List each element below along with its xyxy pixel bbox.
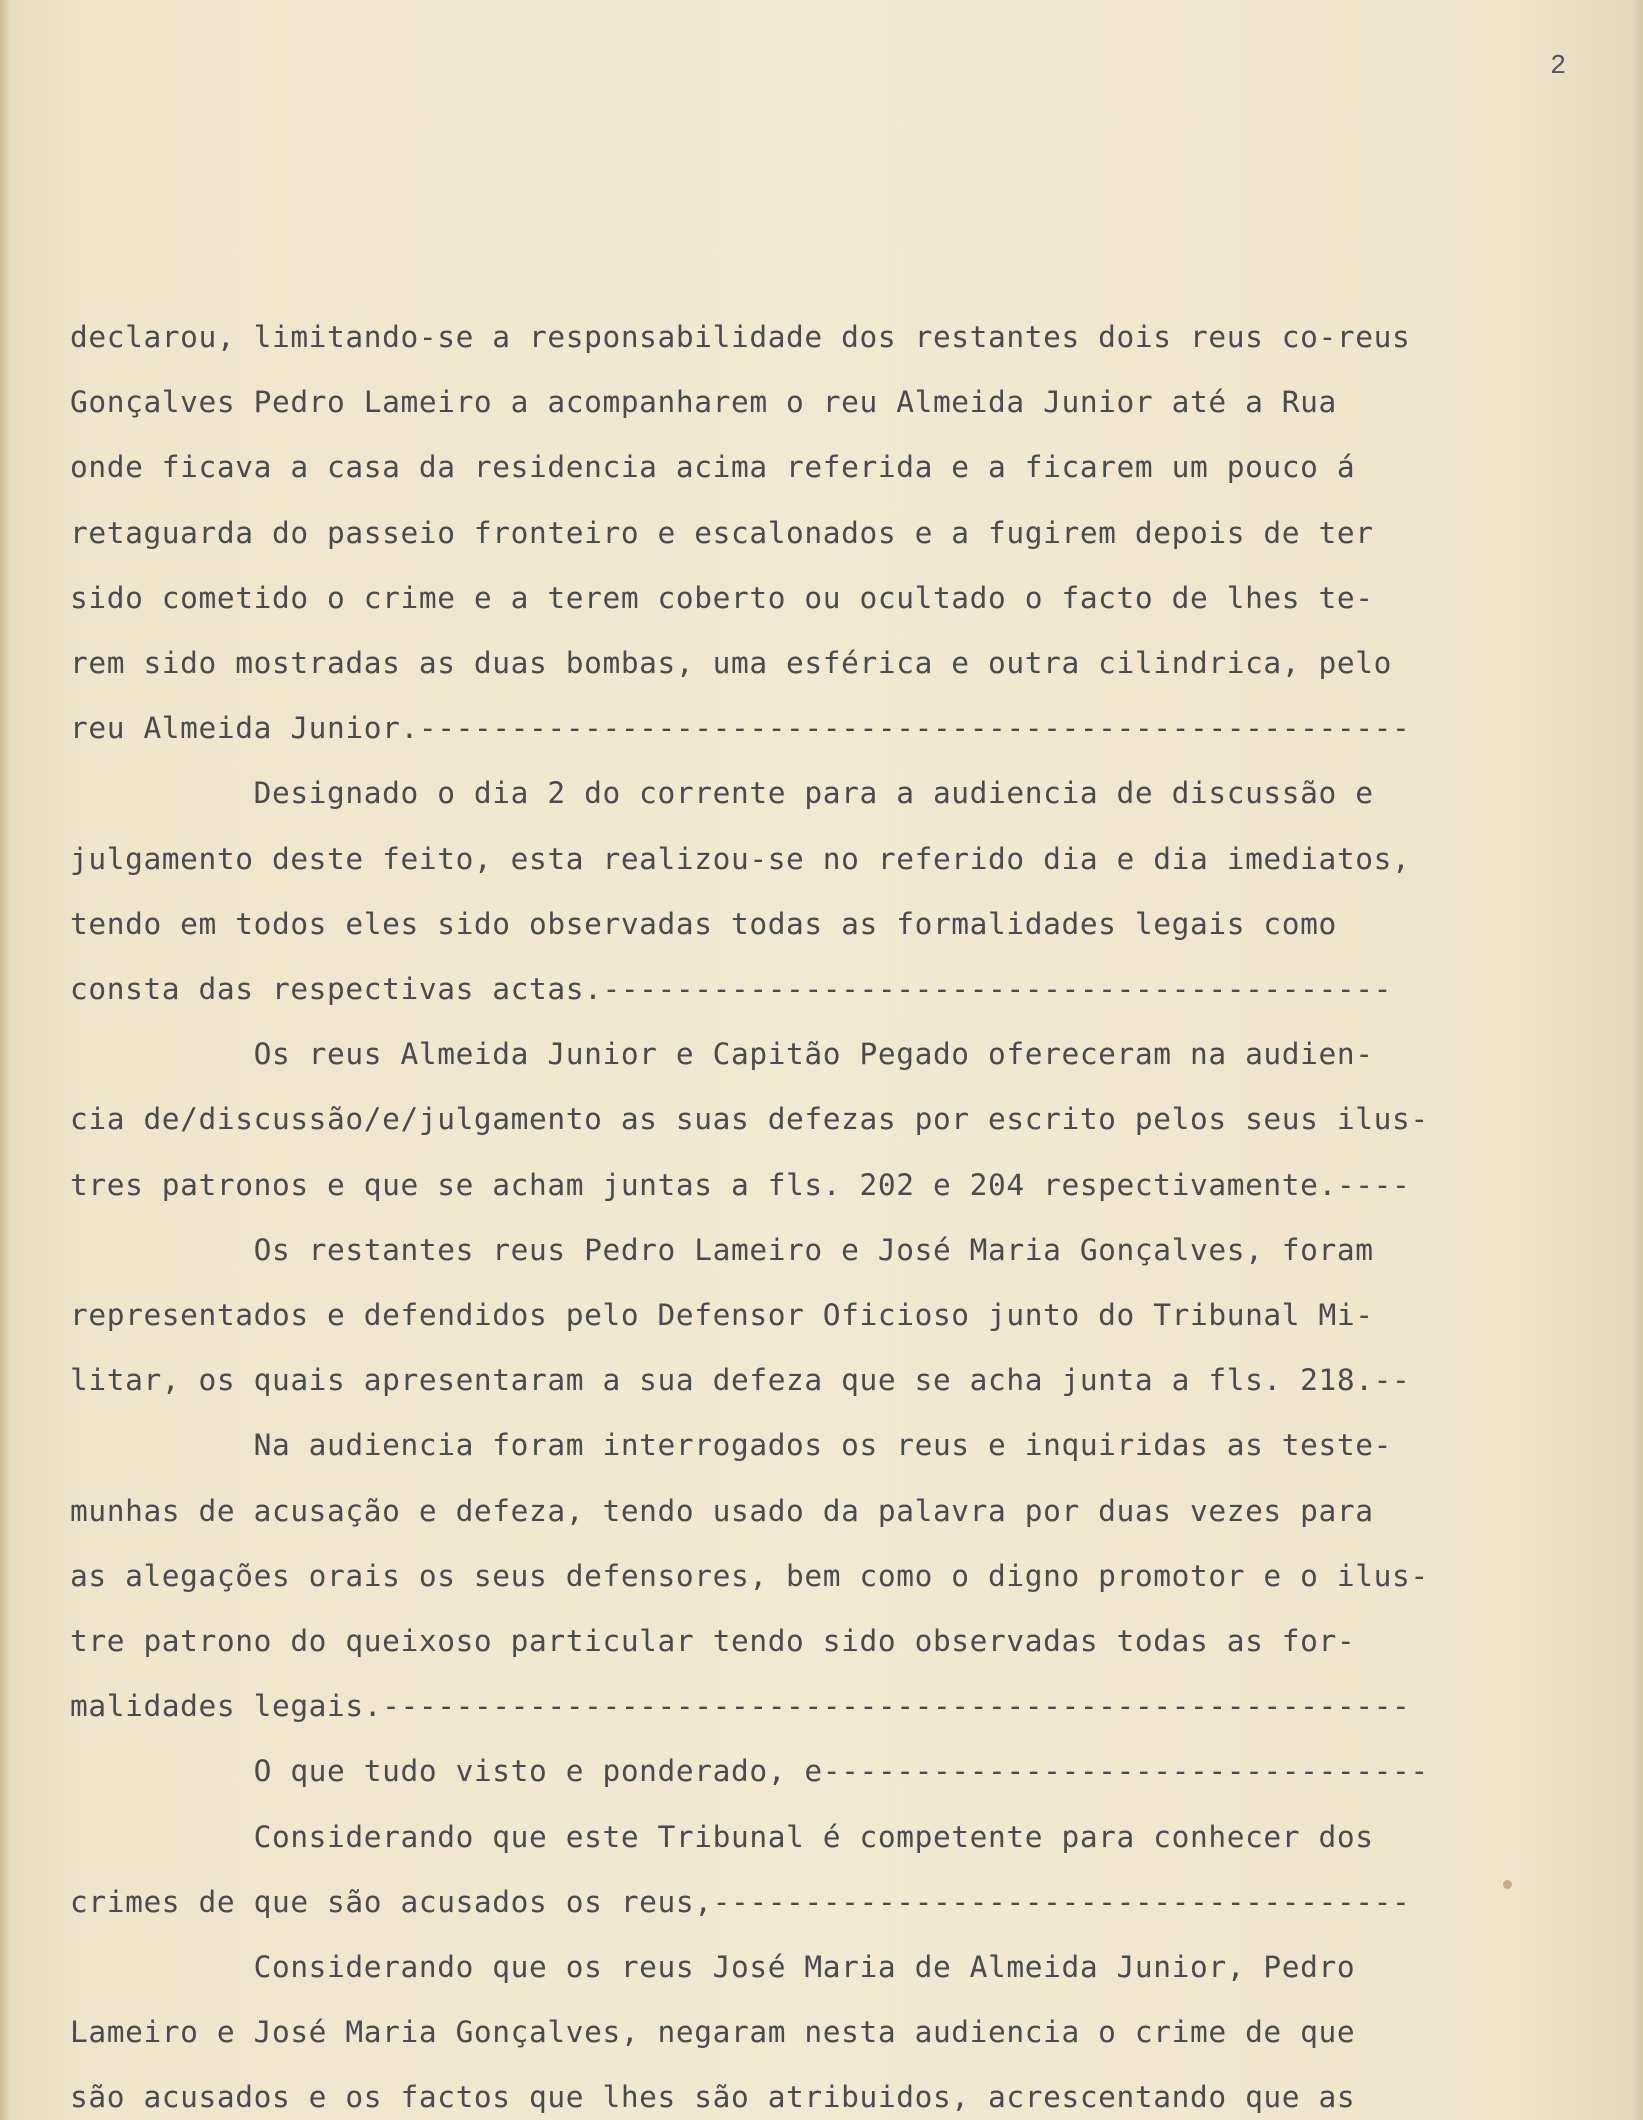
text-line: Os restantes reus Pedro Lameiro e José Maria Gonçalves, foram <box>70 1232 1374 1267</box>
text-line: tres patronos e que se acham juntas a fls. 202 e 204 respectivamente.---- <box>70 1167 1411 1202</box>
text-line: rem sido mostradas as duas bombas, uma esférica e outra cilindrica, pelo <box>70 646 1392 681</box>
text-line: onde ficava a casa da residencia acima referida e a ficarem um pouco á <box>70 450 1356 485</box>
text-line: crimes de que são acusados os reus,-------------------------------------- <box>70 1884 1411 1919</box>
text-line: reu Almeida Junior.------------------------------------------------------ <box>70 711 1411 746</box>
text-line: Na audiencia foram interrogados os reus e inquiridas as teste- <box>70 1428 1392 1463</box>
text-line: declarou, limitando-se a responsabilidade dos restantes dois reus co-reus <box>70 320 1411 354</box>
text-line: cia de/discussão/e/julgamento as suas defezas por escrito pelos seus ilus- <box>70 1102 1429 1137</box>
typed-body-text <box>70 305 1570 2120</box>
page-number: 2 <box>1550 52 1567 82</box>
text-line: Lameiro e José Maria Gonçalves, negaram nesta audiencia o crime de que <box>70 2015 1356 2050</box>
text-line: Os reus Almeida Junior e Capitão Pegado ofereceram na audien- <box>70 1037 1374 1072</box>
text-line: as alegações orais os seus defensores, bem como o digno promotor e o ilus- <box>70 1558 1429 1593</box>
text-line: Gonçalves Pedro Lameiro a acompanharem o reu Almeida Junior até a Rua <box>70 385 1337 420</box>
text-line: consta das respectivas actas.------------------------------------------- <box>70 972 1392 1007</box>
text-line: são acusados e os factos que lhes são atribuidos, acrescentando que as <box>70 2080 1356 2115</box>
text-line: Considerando que este Tribunal é competente para conhecer dos <box>70 1819 1374 1854</box>
text-line: malidades legais.-------------------------------------------------------- <box>70 1689 1411 1724</box>
text-line: tre patrono do queixoso particular tendo sido observadas todas as for- <box>70 1624 1356 1659</box>
text-line: julgamento deste feito, esta realizou-se no referido dia e dia imediatos, <box>70 841 1411 876</box>
text-line: retaguarda do passeio fronteiro e escalonados e a fugirem depois de ter <box>70 515 1374 550</box>
paper-edge-left <box>0 0 10 2120</box>
text-line: Designado o dia 2 do corrente para a audiencia de discussão e <box>70 776 1374 811</box>
paper-edge-right <box>1631 0 1643 2120</box>
text-line: sido cometido o crime e a terem coberto ou ocultado o facto de lhes te- <box>70 580 1374 615</box>
text-line: litar, os quais apresentaram a sua defeza que se acha junta a fls. 218.-- <box>70 1363 1411 1398</box>
text-line: representados e defendidos pelo Defensor Oficioso junto do Tribunal Mi- <box>70 1298 1374 1333</box>
text-line: Considerando que os reus José Maria de Almeida Junior, Pedro <box>70 1950 1356 1985</box>
text-line: munhas de acusação e defeza, tendo usado da palavra por duas vezes para <box>70 1493 1374 1528</box>
text-line: O que tudo visto e ponderado, e--------------------------------- <box>70 1754 1429 1789</box>
text-line: tendo em todos eles sido observadas todas as formalidades legais como <box>70 906 1337 941</box>
